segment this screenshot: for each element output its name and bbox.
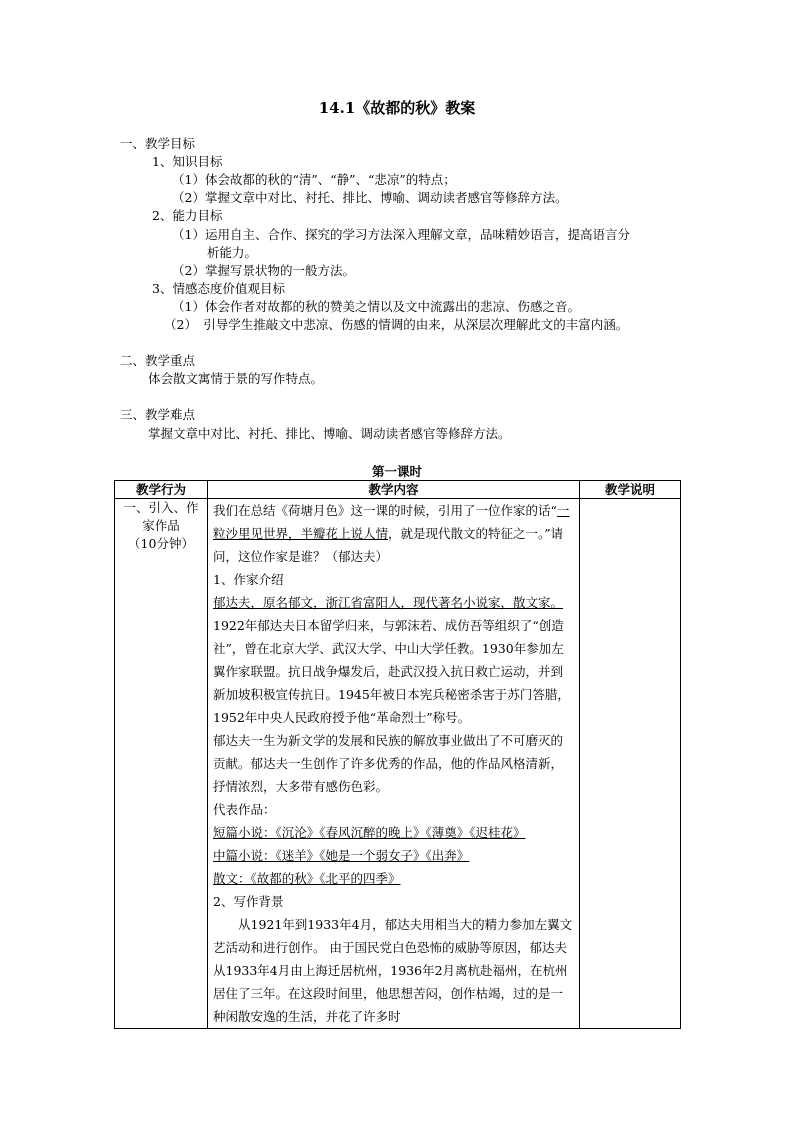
- ability-heading: 2、能力目标: [152, 208, 223, 223]
- difficulties-heading: 三、教学难点: [120, 407, 196, 422]
- table-row: [115, 499, 681, 1029]
- notes-cell: [580, 499, 681, 1029]
- emotion-item: （1）体会作者对故都的秋的赞美之情以及文中流露出的悲凉、伤感之音。: [172, 299, 580, 314]
- works-prose: 散文：《故都的秋》《北平的四季》: [213, 871, 401, 886]
- emotion-item: （2） 引导学生推敲文中悲凉、伤感的情调的由来，从深层次理解此文的丰富内涵。: [164, 317, 629, 332]
- knowledge-item: （1）体会故都的秋的“清”、“静”、“悲凉”的特点；: [172, 172, 456, 187]
- document-title: 14.1《故都的秋》教案: [318, 99, 476, 117]
- background-heading: 2、写作背景: [213, 894, 284, 909]
- author-heading: 1、作家介绍: [213, 572, 284, 587]
- author-intro: 郁达夫，原名郁文，浙江省富阳人，现代著名小说家，散文家。: [213, 595, 564, 610]
- column-header-notes: 教学说明: [580, 481, 681, 499]
- author-contribution: 郁达夫一生为新文学的发展和民族的解放事业做出了不可磨灭的贡献。郁达夫一生创作了许多优秀的作品，他的作品风格清新，抒情浓烈，大多带有感伤色彩。: [213, 733, 564, 794]
- session-title: 第一课时: [371, 464, 422, 479]
- behavior-line: 家作品: [142, 518, 180, 533]
- behavior-cell: [115, 499, 208, 1029]
- behavior-line: （10分钟）: [128, 536, 194, 551]
- key-points-heading: 二、教学重点: [120, 353, 196, 368]
- lesson-table: [114, 480, 681, 1029]
- column-header-behavior: 教学行为: [115, 481, 208, 499]
- works-novellas: 中篇小说：《迷羊》《她是一个弱女子》《出奔》: [213, 848, 470, 863]
- ability-item: （1）运用自主、合作、探究的学习方法深入理解文章，品味精妙语言，提高语言分: [172, 227, 630, 242]
- column-header-content: 教学内容: [208, 481, 580, 499]
- knowledge-item: （2）掌握文章中对比、衬托、排比、博喻、调动读者感官等修辞方法。: [172, 190, 568, 205]
- behavior-line: 一、引入、作: [123, 500, 199, 515]
- knowledge-heading: 1、知识目标: [152, 154, 223, 169]
- works-label: 代表作品：: [213, 802, 276, 817]
- ability-item: 析能力。: [207, 245, 258, 260]
- difficulties-text: 掌握文章中对比、衬托、排比、博喻、调动读者感官等修辞方法。: [148, 426, 511, 441]
- content-cell: [208, 499, 580, 1029]
- works-short-stories: 短篇小说：《沉沦》《春风沉醉的晚上》《薄奠》《迟桂花》: [213, 825, 526, 840]
- table-header-row: [115, 481, 681, 499]
- intro-quote: 一粒沙里见世界，半瓣花上说人情: [213, 503, 570, 541]
- objectives-heading: 一、教学目标: [120, 136, 196, 151]
- author-bio: 1922年郁达夫日本留学归来，与郭沫若、成仿吾等组织了“创造社”，曾在北京大学、武汉大学、中山大学任教。1930年参加左翼作家联盟。抗日战争爆发后，赴武汉投入抗日救亡运动，并到新加坡积极宣传抗日。1945年被日本宪兵秘密杀害于苏门答腊，1952年中央人民政府授予他“革命烈士”称号。: [213, 618, 570, 725]
- ability-item: （2）掌握写景状物的一般方法。: [172, 263, 355, 278]
- key-points-text: 体会散文寓情于景的写作特点。: [148, 371, 324, 386]
- intro-paragraph: 我们在总结《荷塘月色》这一课的时候，引用了一位作家的话“一粒沙里见世界，半瓣花上说人情，就是现代散文的特征之一。”请问，这位作家是谁？（郁达夫）: [213, 503, 570, 564]
- emotion-heading: 3、情感态度价值观目标: [152, 281, 285, 296]
- background-text: 从1921年到1933年4月，郁达夫用相当大的精力参加左翼文艺活动和进行创作。 由于国民党白色恐怖的威胁等原因，郁达夫从1933年4月由上海迁居杭州，1936年2月离杭赴福州，在杭州居住了三年。在这段时间里，他思想苦闷，创作枯竭，过的是一种闲散安逸的生活，并花了许多时: [213, 917, 573, 1024]
